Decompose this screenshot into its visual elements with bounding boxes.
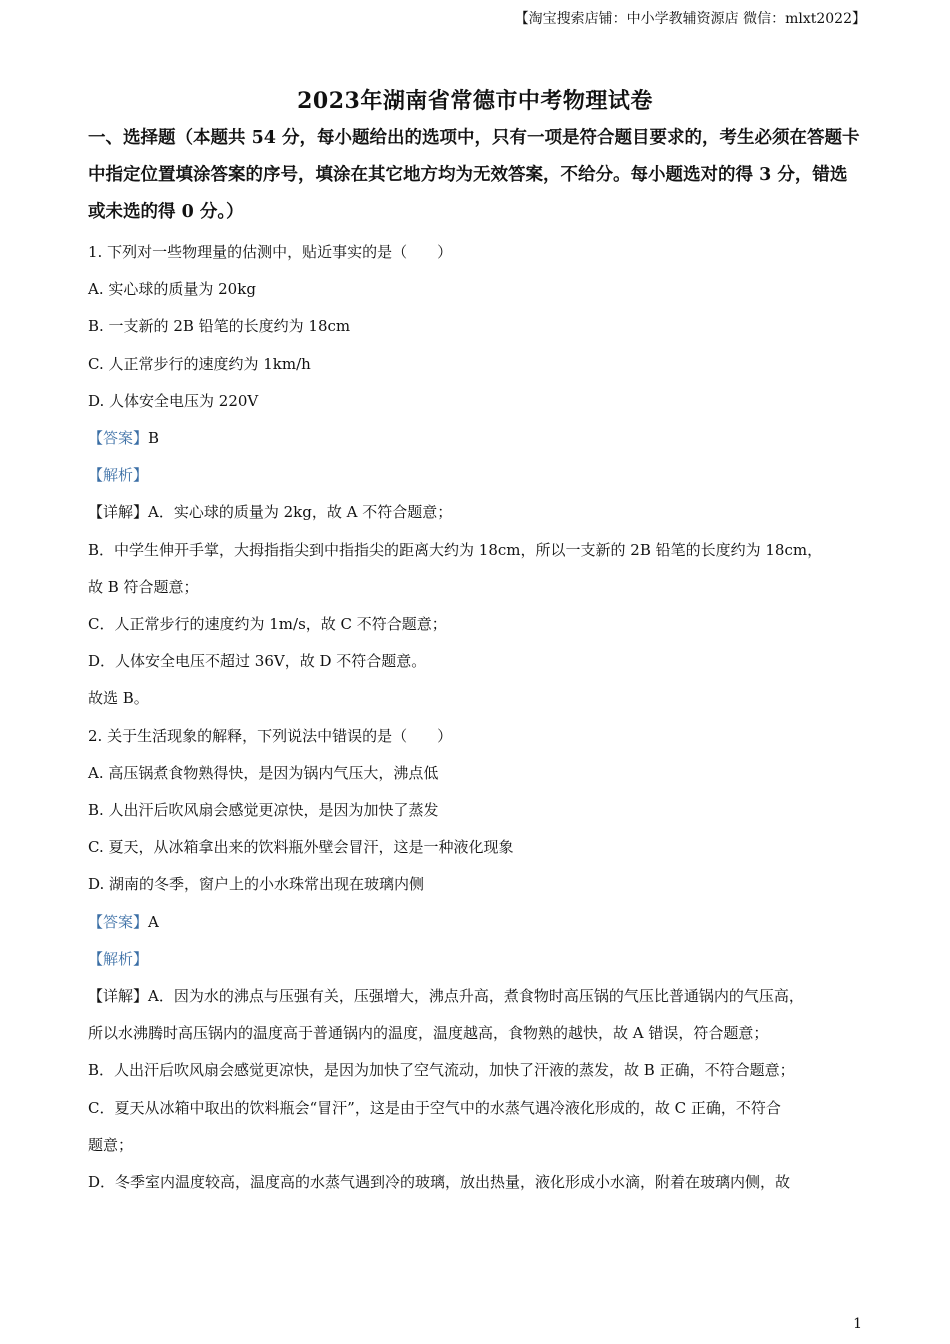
answer-value: B bbox=[148, 429, 160, 448]
question-1-detail-b-line1: B．中学生伸开手掌，大拇指指尖到中指指尖的距离大约为 18cm，所以一支新的 2B 铅笔的长度约为 18cm， bbox=[88, 540, 823, 559]
page-title: 2023年湖南省常德市中考物理试卷 bbox=[297, 88, 653, 114]
detail-tag: 【详解】 bbox=[88, 987, 149, 1006]
question-1-stem: 1. 下列对一些物理量的估测中，贴近事实的是（ ） bbox=[88, 243, 453, 261]
analysis-tag: 【解析】 bbox=[88, 466, 149, 485]
question-2-detail-a-line1 bbox=[88, 978, 864, 1015]
header-note: 【淘宝搜索店铺：中小学教辅资源店 微信：mlxt2022】 bbox=[514, 11, 866, 27]
question-1-detail-c: C．人正常步行的速度约为 1m/s，故 C 不符合题意； bbox=[88, 615, 447, 634]
question-1-detail-d: D．人体安全电压不超过 36V，故 D 不符合题意。 bbox=[88, 652, 427, 671]
question-2-detail-a-line2: 所以水沸腾时高压锅内的温度高于普通锅内的温度，温度越高，食物熟的越快，故 A 错误，符合题意； bbox=[88, 1024, 769, 1043]
question-2-answer bbox=[88, 904, 864, 941]
page-number: 1 bbox=[853, 1316, 862, 1332]
answer-value: A bbox=[148, 912, 159, 931]
question-1-detail-a bbox=[88, 494, 864, 531]
section-heading: 一、选择题（本题共 54 分，每小题给出的选项中，只有一项是符合题目要求的，考生必须在答题卡中指定位置填涂答案的序号，填涂在其它地方均为无效答案，不给分。每小题选对的得 3 分，错选或未选的得 0 分。） bbox=[88, 128, 860, 222]
question-2-detail-c-line2: 题意； bbox=[88, 1135, 134, 1154]
detail-text: A．实心球的质量为 2kg，故 A 不符合题意； bbox=[148, 503, 453, 522]
question-1-analysis bbox=[88, 457, 864, 494]
question-1-option-c: C. 人正常步行的速度约为 1km/h bbox=[88, 354, 311, 373]
question-1-conclusion: 故选 B。 bbox=[88, 689, 149, 708]
analysis-tag: 【解析】 bbox=[88, 949, 149, 968]
question-2-option-a: A. 高压锅煮食物熟得快，是因为锅内气压大，沸点低 bbox=[88, 763, 439, 782]
question-2-detail-c-line1: C．夏天从冰箱中取出的饮料瓶会“冒汗”，这是由于空气中的水蒸气遇冷液化形成的，故 C 正确，不符合 bbox=[88, 1098, 781, 1117]
question-1-answer bbox=[88, 420, 864, 457]
document-body bbox=[88, 120, 864, 1201]
question-1-option-d: D. 人体安全电压为 220V bbox=[88, 391, 259, 410]
question-2-analysis bbox=[88, 941, 864, 978]
detail-text: A．因为水的沸点与压强有关，压强增大，沸点升高，煮食物时高压锅的气压比普通锅内的气压高， bbox=[148, 987, 804, 1006]
question-2-detail-d-line1: D．冬季室内温度较高，温度高的水蒸气遇到冷的玻璃，放出热量，液化形成小水滴，附着在玻璃内侧，故 bbox=[88, 1173, 791, 1192]
answer-tag: 【答案】 bbox=[88, 429, 149, 448]
question-2-option-b: B. 人出汗后吹风扇会感觉更凉快，是因为加快了蒸发 bbox=[88, 801, 439, 820]
question-1-option-a: A. 实心球的质量为 20kg bbox=[88, 280, 256, 299]
answer-tag: 【答案】 bbox=[88, 912, 149, 931]
question-2-detail-b: B．人出汗后吹风扇会感觉更凉快，是因为加快了空气流动，加快了汗液的蒸发，故 B 正确，不符合题意； bbox=[88, 1061, 795, 1080]
question-2-stem: 2. 关于生活现象的解释，下列说法中错误的是（ ） bbox=[88, 726, 453, 745]
question-1-option-b: B. 一支新的 2B 铅笔的长度约为 18cm bbox=[88, 317, 351, 336]
detail-tag: 【详解】 bbox=[88, 503, 149, 522]
question-2-option-c: C. 夏天，从冰箱拿出来的饮料瓶外壁会冒汗，这是一种液化现象 bbox=[88, 838, 514, 857]
question-1-detail-b-line2: 故 B 符合题意； bbox=[88, 577, 199, 596]
question-2-option-d: D. 湖南的冬季，窗户上的小水珠常出现在玻璃内侧 bbox=[88, 875, 425, 894]
